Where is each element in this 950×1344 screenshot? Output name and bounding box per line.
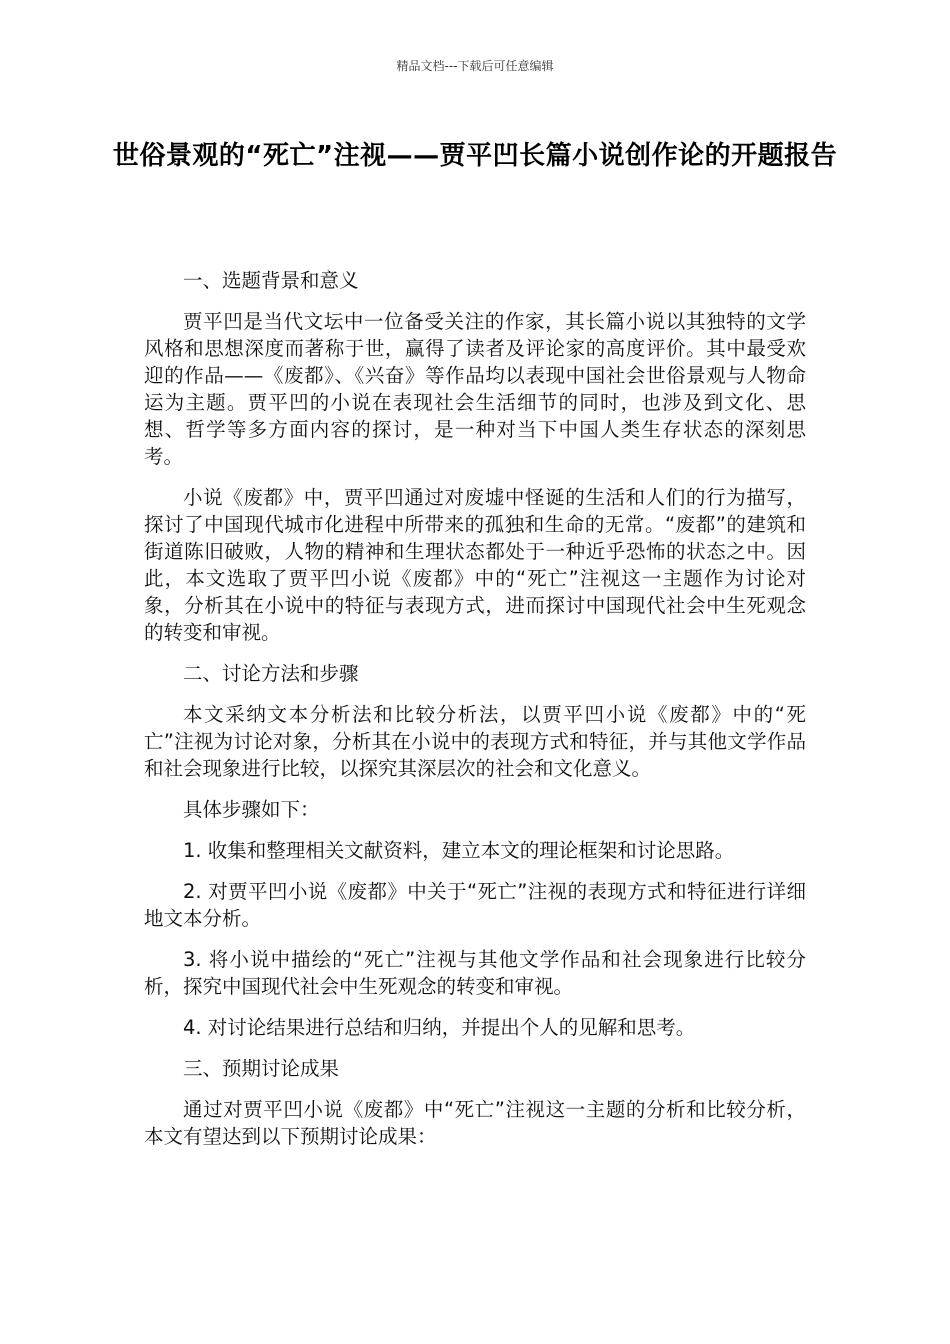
paragraph-outcomes: 通过对贾平凹小说《废都》中“死亡”注视这一主题的分析和比较分析，本文有望达到以下预期讨论成果：	[144, 1098, 806, 1148]
paragraph-feidu-topic: 小说《废都》中，贾平凹通过对废墟中怪诞的生活和人们的行为描写，探讨了中国现代城市化进程中所带来的孤独和生命的无常。“废都”的建筑和街道陈旧破败，人物的精神和生理状态都处于一种近乎恐怖的状态之中。因此，本文选取了贾平凹小说《废都》中的“死亡”注视这一主题作为讨论对象，分析其在小说中的特征与表现方式，进而探讨中国现代社会中生死观念的转变和审视。	[144, 486, 806, 644]
paragraph-steps-intro: 具体步骤如下：	[183, 798, 320, 821]
paragraph-author-intro: 贾平凹是当代文坛中一位备受关注的作家，其长篇小说以其独特的文学风格和思想深度而著称于世，赢得了读者及评论家的高度评价。其中最受欢迎的作品——《废都》、《兴奋》等作品均以表现中国社会世俗景观与人物命运为主题。贾平凹的小说在表现社会生活细节的同时，也涉及到文化、思想、哲学等多方面内容的探讨，是一种对当下中国人类生存状态的深刻思考。	[144, 310, 806, 468]
section-heading-outcomes: 三、预期讨论成果	[183, 1057, 340, 1080]
step-item-1: 1. 收集和整理相关文献资料，建立本文的理论框架和讨论思路。	[183, 839, 735, 862]
document-body	[144, 267, 806, 1164]
step-item-4: 4. 对讨论结果进行总结和归纳，并提出个人的见解和思考。	[183, 1016, 696, 1039]
section-heading-background: 一、选题背景和意义	[183, 269, 359, 292]
page-header: 精品文档---下载后可任意编辑	[396, 59, 554, 73]
step-item-2: 2. 对贾平凹小说《废都》中关于“死亡”注视的表现方式和特征进行详细地文本分析。	[144, 880, 806, 930]
section-heading-methods: 二、讨论方法和步骤	[183, 662, 359, 685]
document-title: 世俗景观的“死亡”注视——贾平凹长篇小说创作论的开题报告	[112, 141, 838, 171]
step-item-3: 3. 将小说中描绘的“死亡”注视与其他文学作品和社会现象进行比较分析，探究中国现代社会中生死观念的转变和审视。	[144, 948, 806, 998]
paragraph-methods: 本文采纳文本分析法和比较分析法，以贾平凹小说《废都》中的“死亡”注视为讨论对象，分析其在小说中的表现方式和特征，并与其他文学作品和社会现象进行比较，以探究其深层次的社会和文化意义。	[144, 703, 806, 780]
